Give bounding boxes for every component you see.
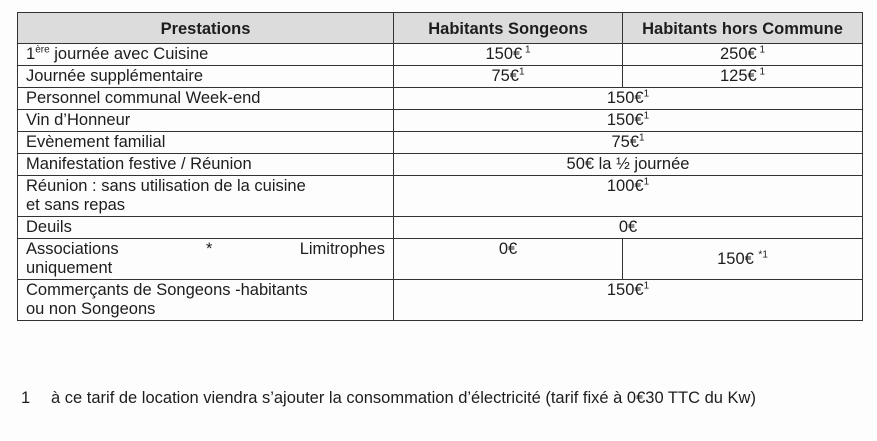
label-word: Limitrophes [299,240,385,258]
footnote-ref: 1 [638,132,645,144]
footnote-ref: 1 [643,280,650,292]
price-value: 150€ [606,111,644,129]
table-row [18,44,863,66]
label-superscript: ère [35,44,50,56]
table-row [18,217,863,239]
price-hors-commune [623,239,863,280]
label-word: Associations [26,240,119,258]
header-habitants-songeons: Habitants Songeons [394,13,623,44]
footnote-ref: 1 [522,44,531,56]
price-value: 75€ [611,133,639,151]
table-row [18,88,863,110]
price-value: 75€ [491,67,519,85]
price-all [394,110,863,132]
label-line-2: uniquement [26,259,113,277]
price-songeons: 0€ [394,239,623,280]
label-line-2: ou non Songeons [26,300,156,318]
footnote-ref: 1 [756,66,766,78]
table-row [18,239,863,280]
footnote-ref: 1 [756,44,766,56]
price-value: 150€ [606,281,644,299]
footnote [17,388,862,409]
label-line-1 [26,240,385,259]
footnote-text: à ce tarif de location viendra s’ajouter la consommation d’électricité (tarif fixé à 0€30 TTC du Kw) [51,389,756,407]
table-row [18,154,863,176]
table-row [18,280,863,321]
price-value: 150€ [717,249,759,268]
row-label [18,176,394,217]
price-value: 150€ [606,89,644,107]
row-label: Journée supplémentaire [18,66,394,88]
footnote-ref: 1 [643,110,650,122]
price-all: 0€ [394,217,863,239]
label-word: * [205,240,213,258]
price-all [394,132,863,154]
price-songeons [394,44,623,66]
price-all [394,280,863,321]
row-label: Evènement familial [18,132,394,154]
footnote-ref: 1 [643,176,650,188]
row-label: Manifestation festive / Réunion [18,154,394,176]
row-label: Vin d’Honneur [18,110,394,132]
label-line-1: Réunion : sans utilisation de la cuisine [26,177,306,195]
price-hors-commune [623,44,863,66]
label-text: 1 [26,45,36,63]
table-row [18,66,863,88]
footnote-ref: 1 [643,88,650,100]
row-label: Deuils [18,217,394,239]
price-value: 250€ [719,45,757,63]
price-all: 50€ la ½ journée [394,154,863,176]
price-songeons [394,66,623,88]
row-label [18,239,394,280]
price-all [394,176,863,217]
table-header-row [18,13,863,44]
price-all [394,88,863,110]
footnote-ref: *1 [758,249,768,260]
row-label: Personnel communal Week-end [18,88,394,110]
footnote-ref: 1 [518,66,525,78]
tariff-table [17,12,863,321]
row-label [18,280,394,321]
table-row [18,132,863,154]
tariff-table-container [17,12,862,321]
price-value: 100€ [606,177,644,195]
price-hors-commune [623,66,863,88]
header-habitants-hors-commune: Habitants hors Commune [623,13,863,44]
table-row [18,110,863,132]
footnote-number: 1 [21,389,31,407]
table-row [18,176,863,217]
header-prestations: Prestations [18,13,394,44]
label-line-2: et sans repas [26,196,126,214]
price-value: 125€ [719,67,757,85]
row-label [18,44,394,66]
price-value: 150€ [485,45,523,63]
label-line-1: Commerçants de Songeons -habitants [26,281,308,299]
label-text: journée avec Cuisine [49,45,209,63]
